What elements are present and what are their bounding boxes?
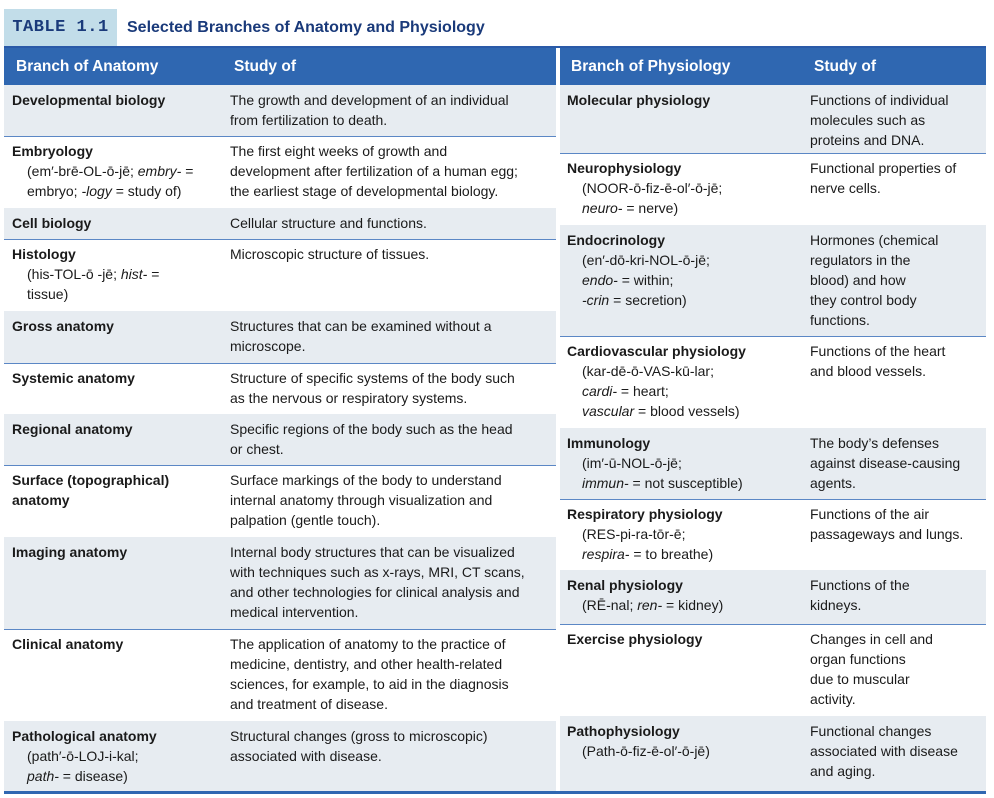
branch-name: Cell biology (12, 215, 92, 231)
study-line: molecules such as (810, 112, 926, 128)
study-cell (810, 90, 982, 150)
branch-name: Surface (topographical) anatomy (12, 472, 170, 508)
study-cell (230, 726, 552, 766)
study-line: Changes in cell and (810, 631, 933, 647)
branch-cell (567, 230, 803, 310)
study-line: Functional properties of (810, 160, 957, 176)
branch-cell (12, 419, 222, 439)
study-cell (230, 368, 552, 408)
study-cell (810, 433, 982, 493)
branch-name: Pathological anatomy (12, 728, 157, 744)
pronunciation-line: cardi- = heart; (582, 383, 669, 399)
branch-name: Imaging anatomy (12, 544, 128, 560)
study-line: or chest. (230, 441, 284, 457)
branch-cell (12, 726, 222, 786)
study-line: The growth and development of an individual (230, 92, 509, 108)
branch-cell (567, 575, 803, 615)
table-row (560, 624, 986, 717)
pronunciation-line: vascular = blood vessels) (582, 403, 740, 419)
pronunciation-line: (kar-dē-ō-VAS-kū-lar; (582, 363, 714, 379)
table-row (560, 85, 986, 154)
branch-name: Embryology (12, 143, 93, 159)
study-line: from fertilization to death. (230, 112, 388, 128)
pronunciation-line: (NOOR-ō-fiz-ē-ol′-ō-jē; (582, 180, 723, 196)
table-row (4, 363, 556, 415)
study-line: organ functions (810, 651, 906, 667)
study-line: Surface markings of the body to understand (230, 472, 502, 488)
table-number-label: TABLE 1.1 (4, 9, 117, 46)
branch-name: Immunology (567, 435, 651, 451)
pronunciation-line: (his-TOL-ō -jē; hist- = (27, 266, 160, 282)
study-cell (810, 230, 982, 330)
branch-name: Exercise physiology (567, 631, 703, 647)
study-line: The first eight weeks of growth and (230, 143, 448, 159)
pronunciation-line: respira- = to breathe) (582, 546, 714, 562)
table-row (4, 239, 556, 312)
table-row (560, 499, 986, 571)
branch-cell (12, 316, 222, 336)
study-line: kidneys. (810, 597, 862, 613)
study-cell (810, 158, 982, 198)
pronunciation-line: neuro- = nerve) (582, 200, 679, 216)
table-row (560, 225, 986, 337)
study-line: functions. (810, 312, 870, 328)
branch-name: Neurophysiology (567, 160, 682, 176)
study-line: blood) and how (810, 272, 906, 288)
study-line: the earliest stage of developmental biology. (230, 183, 499, 199)
study-line: Structural changes (gross to microscopic) (230, 728, 488, 744)
branch-name: Renal physiology (567, 577, 683, 593)
pronunciation-line: path- = disease) (27, 768, 128, 784)
branch-name: Endocrinology (567, 232, 665, 248)
table-row (4, 629, 556, 722)
study-line: proteins and DNA. (810, 132, 925, 148)
branch-name: Systemic anatomy (12, 370, 135, 386)
branch-name: Histology (12, 246, 76, 262)
study-cell (810, 721, 982, 781)
physiology-header-row (560, 48, 986, 85)
table-row (4, 311, 556, 364)
table-row (4, 465, 556, 538)
study-line: palpation (gentle touch). (230, 512, 381, 528)
table-row (560, 428, 986, 500)
study-line: Functions of the heart (810, 343, 946, 359)
table-row (4, 136, 556, 209)
pronunciation-line: (Path-ō-fiz-ē-ol′-ō-jē) (582, 743, 710, 759)
study-line: The body’s defenses (810, 435, 939, 451)
branch-cell (12, 213, 222, 233)
study-cell (230, 90, 552, 130)
pronunciation-line: immun- = not susceptible) (582, 475, 743, 491)
table-row (4, 721, 556, 793)
branch-cell (12, 634, 222, 654)
branch-cell (12, 90, 222, 110)
study-cell (810, 504, 982, 544)
branch-name: Regional anatomy (12, 421, 133, 437)
pronunciation-line: embryo; -logy = study of) (27, 183, 182, 199)
table-row (560, 716, 986, 793)
study-line: against disease-causing (810, 455, 961, 471)
study-line: associated with disease. (230, 748, 382, 764)
branch-cell (567, 341, 803, 421)
study-line: they control body (810, 292, 917, 308)
study-line: Functions of the air (810, 506, 930, 522)
table-row (560, 153, 986, 226)
branch-cell (12, 368, 222, 388)
study-line: Cellular structure and functions. (230, 215, 427, 231)
study-line: sciences, for example, to aid in the diagnosis (230, 676, 509, 692)
table-row (4, 208, 556, 240)
branch-cell (567, 90, 803, 110)
branch-cell (12, 470, 222, 510)
study-line: regulators in the (810, 252, 911, 268)
branch-cell (12, 141, 222, 201)
study-cell (230, 542, 552, 622)
branch-name: Cardiovascular physiology (567, 343, 746, 359)
study-cell (810, 575, 982, 615)
study-line: and aging. (810, 763, 876, 779)
column-divider (556, 48, 560, 792)
pronunciation-line: (en′-dō-kri-NOL-ō-jē; (582, 252, 710, 268)
study-line: due to muscular (810, 671, 910, 687)
study-cell (230, 470, 552, 530)
study-line: and other technologies for clinical analysis and (230, 584, 520, 600)
branch-cell (567, 629, 803, 649)
branch-cell (12, 542, 222, 562)
study-cell (230, 419, 552, 459)
study-line: Internal body structures that can be visualized (230, 544, 515, 560)
study-cell (230, 213, 552, 233)
pronunciation-line: -crin = secretion) (582, 292, 687, 308)
pronunciation-line: (RES-pi-ra-tōr-ē; (582, 526, 686, 542)
study-cell (230, 244, 552, 264)
study-cell (810, 629, 982, 709)
table-row (4, 414, 556, 466)
study-line: agents. (810, 475, 856, 491)
table-row (560, 336, 986, 429)
physiology-branch-header: Branch of Physiology (571, 57, 731, 75)
branch-name: Molecular physiology (567, 92, 711, 108)
study-line: Functions of the (810, 577, 910, 593)
study-line: nerve cells. (810, 180, 881, 196)
branch-cell (12, 244, 222, 304)
branch-name: Clinical anatomy (12, 636, 124, 652)
study-cell (230, 316, 552, 356)
branch-name: Gross anatomy (12, 318, 114, 334)
pronunciation-line: (im′-ū-NOL-ō-jē; (582, 455, 682, 471)
study-line: microscope. (230, 338, 306, 354)
study-line: Functions of individual (810, 92, 949, 108)
study-line: Microscopic structure of tissues. (230, 246, 430, 262)
study-line: passageways and lungs. (810, 526, 964, 542)
pronunciation-line: (path′-ō-LOJ-i-kal; (27, 748, 139, 764)
study-line: with techniques such as x-rays, MRI, CT scans, (230, 564, 525, 580)
branch-name: Developmental biology (12, 92, 166, 108)
study-line: activity. (810, 691, 856, 707)
study-line: Structures that can be examined without a (230, 318, 492, 334)
bottom-rule (4, 791, 986, 794)
study-line: development after fertilization of a human egg; (230, 163, 518, 179)
table-row (4, 537, 556, 630)
pronunciation-line: endo- = within; (582, 272, 674, 288)
physiology-study-header: Study of (814, 57, 876, 75)
study-line: and treatment of disease. (230, 696, 388, 712)
branch-cell (567, 721, 803, 761)
study-line: Specific regions of the body such as the head (230, 421, 513, 437)
study-cell (230, 634, 552, 714)
pronunciation-line: tissue) (27, 286, 69, 302)
study-line: as the nervous or respiratory systems. (230, 390, 468, 406)
branch-name: Pathophysiology (567, 723, 680, 739)
study-line: Structure of specific systems of the body such (230, 370, 515, 386)
study-line: and blood vessels. (810, 363, 926, 379)
branch-cell (567, 504, 803, 564)
pronunciation-line: (em′-brē-OL-ō-jē; embry- = (27, 163, 194, 179)
study-line: medicine, dentistry, and other health-related (230, 656, 503, 672)
branch-cell (567, 433, 803, 493)
study-line: The application of anatomy to the practice of (230, 636, 506, 652)
table-row (4, 85, 556, 137)
branch-cell (567, 158, 803, 218)
study-line: associated with disease (810, 743, 958, 759)
study-line: internal anatomy through visualization and (230, 492, 493, 508)
study-cell (230, 141, 552, 201)
table-title: Selected Branches of Anatomy and Physiology (127, 18, 485, 36)
anatomy-branch-header: Branch of Anatomy (16, 57, 159, 75)
table-title-bar (4, 9, 994, 46)
table-row (560, 570, 986, 625)
study-line: Hormones (chemical (810, 232, 939, 248)
anatomy-header-row (4, 48, 556, 85)
study-cell (810, 341, 982, 381)
anatomy-study-header: Study of (234, 57, 296, 75)
study-line: Functional changes (810, 723, 932, 739)
branch-name: Respiratory physiology (567, 506, 723, 522)
study-line: medical intervention. (230, 604, 359, 620)
pronunciation-line: (RĒ-nal; ren- = kidney) (582, 597, 724, 613)
